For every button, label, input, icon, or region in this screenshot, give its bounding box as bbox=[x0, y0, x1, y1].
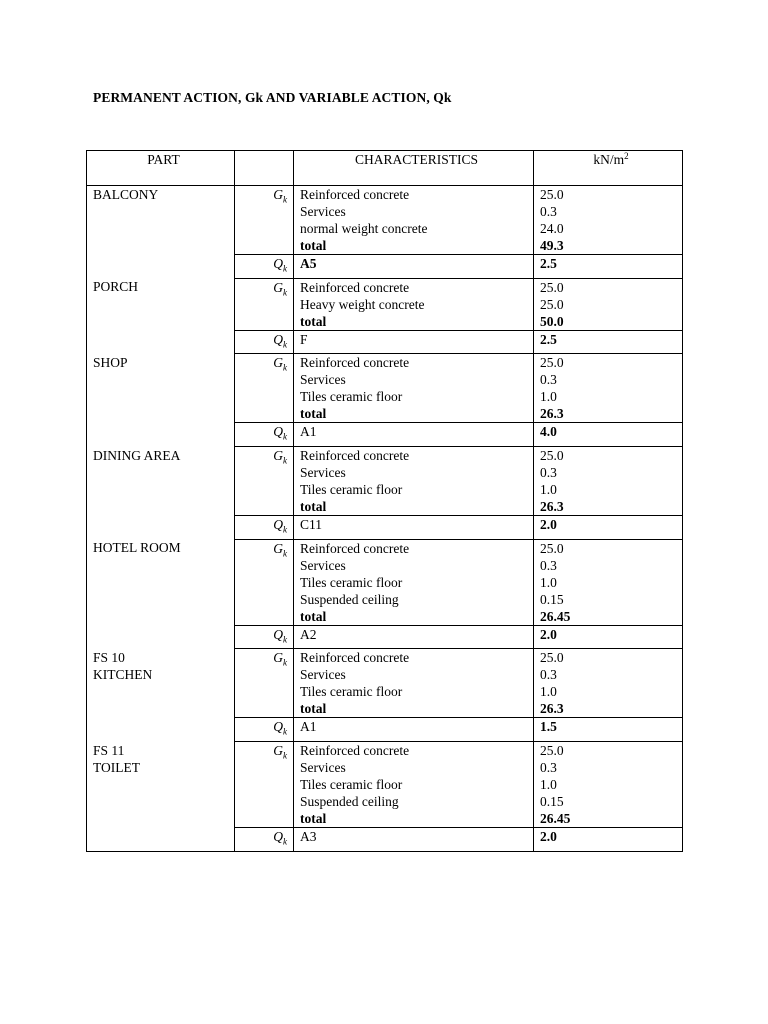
q-letter: Q bbox=[273, 424, 283, 440]
load-value: 1.0 bbox=[540, 482, 557, 498]
characteristic-item: Services bbox=[300, 204, 346, 219]
characteristic-item: total bbox=[300, 238, 327, 253]
q-category-cell: A3 bbox=[294, 828, 534, 852]
characteristic-item: Reinforced concrete bbox=[300, 355, 410, 371]
table-row-g bbox=[87, 539, 683, 625]
g-letter: G bbox=[273, 279, 283, 295]
part-name: TOILET bbox=[93, 759, 140, 775]
g-subscript: k bbox=[283, 750, 287, 761]
load-value: 0.3 bbox=[540, 760, 557, 776]
q-value-cell: 2.0 bbox=[534, 828, 683, 852]
g-items-cell bbox=[294, 539, 534, 625]
q-value-cell: 2.5 bbox=[534, 255, 683, 279]
g-symbol-cell bbox=[235, 278, 294, 330]
g-items-cell bbox=[294, 186, 534, 255]
q-symbol-cell bbox=[235, 625, 294, 649]
g-symbol bbox=[273, 448, 287, 466]
q-category-cell: A1 bbox=[294, 423, 534, 447]
table-row-g bbox=[87, 354, 683, 423]
q-value-cell: 4.0 bbox=[534, 423, 683, 447]
q-symbol bbox=[273, 626, 287, 645]
page-heading: PERMANENT ACTION, Gk AND VARIABLE ACTION, Qk bbox=[93, 90, 452, 105]
q-letter: Q bbox=[273, 256, 283, 271]
g-items-cell bbox=[294, 742, 534, 828]
g-values-cell bbox=[534, 354, 683, 423]
load-value: 0.3 bbox=[540, 372, 557, 388]
q-symbol bbox=[273, 517, 287, 535]
g-letter: G bbox=[273, 540, 283, 556]
part-cell bbox=[87, 539, 235, 649]
part-cell bbox=[87, 278, 235, 354]
g-values-cell bbox=[534, 278, 683, 330]
part-cell bbox=[87, 186, 235, 279]
load-value: 25.0 bbox=[540, 187, 564, 202]
part-cell bbox=[87, 447, 235, 540]
characteristic-item: Tiles ceramic floor bbox=[300, 777, 403, 793]
g-symbol-cell bbox=[235, 447, 294, 516]
part-name: BALCONY bbox=[93, 187, 159, 202]
load-value: 0.15 bbox=[540, 794, 564, 810]
g-letter: G bbox=[273, 187, 283, 202]
load-value: 50.0 bbox=[540, 313, 564, 329]
q-subscript: k bbox=[283, 432, 287, 443]
q-symbol-cell bbox=[235, 330, 294, 354]
part-cell bbox=[87, 742, 235, 852]
g-subscript: k bbox=[283, 287, 287, 298]
q-subscript: k bbox=[283, 727, 287, 738]
g-items-cell bbox=[294, 447, 534, 516]
header-symbol bbox=[235, 151, 294, 186]
part-name: FS 10 bbox=[93, 649, 125, 665]
load-value: 26.3 bbox=[540, 499, 564, 515]
table-row-g bbox=[87, 278, 683, 330]
q-subscript: k bbox=[283, 524, 287, 535]
q-value-cell: 2.0 bbox=[534, 516, 683, 540]
q-value-cell: 1.5 bbox=[534, 718, 683, 742]
g-values-cell bbox=[534, 186, 683, 255]
characteristic-item: normal weight concrete bbox=[300, 221, 428, 236]
loads-table bbox=[86, 150, 683, 852]
q-category-cell: A5 bbox=[294, 255, 534, 279]
characteristic-item: total bbox=[300, 406, 327, 422]
g-subscript: k bbox=[283, 548, 287, 559]
characteristic-item: Reinforced concrete bbox=[300, 743, 410, 759]
g-symbol-cell bbox=[235, 649, 294, 718]
g-symbol-cell bbox=[235, 354, 294, 423]
g-items-cell bbox=[294, 278, 534, 330]
part-name: FS 11 bbox=[93, 742, 125, 758]
part-cell bbox=[87, 354, 235, 447]
g-subscript: k bbox=[283, 455, 287, 466]
load-value: 0.3 bbox=[540, 204, 557, 219]
load-value: 0.3 bbox=[540, 557, 557, 573]
q-symbol-cell bbox=[235, 423, 294, 447]
characteristic-item: Services bbox=[300, 372, 346, 388]
q-symbol bbox=[273, 424, 287, 443]
header-characteristics: CHARACTERISTICS bbox=[294, 151, 534, 186]
g-symbol bbox=[273, 279, 287, 298]
load-value: 1.0 bbox=[540, 574, 557, 590]
load-value: 49.3 bbox=[540, 238, 564, 253]
q-category-cell: C11 bbox=[294, 516, 534, 540]
g-items-cell bbox=[294, 649, 534, 718]
header-unit: $kN/m^2$ bbox=[534, 151, 683, 186]
part-name: KITCHEN bbox=[93, 666, 153, 682]
load-value: 1.0 bbox=[540, 777, 557, 793]
q-subscript: k bbox=[283, 836, 287, 847]
characteristic-item: total bbox=[300, 313, 327, 329]
g-values-cell bbox=[534, 742, 683, 828]
part-name: HOTEL ROOM bbox=[93, 540, 181, 556]
q-letter: Q bbox=[273, 626, 283, 642]
table-row-g bbox=[87, 186, 683, 255]
table-row-g bbox=[87, 742, 683, 828]
g-values-cell bbox=[534, 649, 683, 718]
characteristic-item: Tiles ceramic floor bbox=[300, 684, 403, 700]
g-symbol bbox=[273, 355, 287, 374]
characteristic-item: total bbox=[300, 608, 327, 624]
q-letter: Q bbox=[273, 719, 283, 735]
characteristic-item: Reinforced concrete bbox=[300, 540, 410, 556]
characteristic-item: Services bbox=[300, 760, 346, 776]
load-value: 25.0 bbox=[540, 650, 564, 666]
characteristic-item: Services bbox=[300, 557, 346, 573]
part-name: PORCH bbox=[93, 279, 139, 295]
q-category-cell: A1 bbox=[294, 718, 534, 742]
characteristic-item: Services bbox=[300, 465, 346, 481]
table-row-g bbox=[87, 447, 683, 516]
g-values-cell bbox=[534, 447, 683, 516]
part-cell bbox=[87, 649, 235, 742]
q-symbol bbox=[273, 829, 287, 847]
characteristic-item: total bbox=[300, 811, 327, 827]
q-symbol bbox=[273, 331, 287, 350]
table-header-row bbox=[87, 151, 683, 186]
g-symbol bbox=[273, 540, 287, 559]
characteristic-item: Tiles ceramic floor bbox=[300, 389, 403, 405]
g-letter: G bbox=[273, 448, 283, 464]
load-value: 25.0 bbox=[540, 296, 564, 312]
g-symbol bbox=[273, 650, 287, 669]
g-values-cell bbox=[534, 539, 683, 625]
load-value: 26.3 bbox=[540, 406, 564, 422]
q-letter: Q bbox=[273, 517, 283, 533]
load-value: 26.3 bbox=[540, 701, 564, 717]
part-name: SHOP bbox=[93, 354, 128, 370]
load-value: 26.45 bbox=[540, 608, 571, 624]
q-category-cell: A2 bbox=[294, 625, 534, 649]
q-subscript: k bbox=[283, 263, 287, 274]
g-symbol-cell bbox=[235, 742, 294, 828]
characteristic-item: Suspended ceiling bbox=[300, 794, 399, 810]
q-symbol bbox=[273, 719, 287, 738]
q-symbol-cell bbox=[235, 828, 294, 852]
load-value: 25.0 bbox=[540, 355, 564, 371]
g-items-cell bbox=[294, 354, 534, 423]
q-value-cell: 2.5 bbox=[534, 330, 683, 354]
characteristic-item: Reinforced concrete bbox=[300, 279, 410, 295]
load-value: 0.3 bbox=[540, 667, 557, 683]
header-part: PART bbox=[87, 151, 235, 186]
characteristic-item: Services bbox=[300, 667, 346, 683]
load-value: 0.15 bbox=[540, 591, 564, 607]
g-subscript: k bbox=[283, 658, 287, 669]
characteristic-item: Tiles ceramic floor bbox=[300, 482, 403, 498]
characteristic-item: Reinforced concrete bbox=[300, 448, 410, 464]
q-symbol bbox=[273, 256, 287, 274]
characteristic-item: Heavy weight concrete bbox=[300, 296, 425, 312]
q-subscript: k bbox=[283, 339, 287, 350]
g-letter: G bbox=[273, 743, 283, 759]
q-symbol-cell bbox=[235, 718, 294, 742]
q-value-cell: 2.0 bbox=[534, 625, 683, 649]
characteristic-item: total bbox=[300, 499, 327, 515]
characteristic-item: Reinforced concrete bbox=[300, 650, 410, 666]
load-value: 0.3 bbox=[540, 465, 557, 481]
load-value: 1.0 bbox=[540, 389, 557, 405]
table-row-g bbox=[87, 649, 683, 718]
q-category-cell: F bbox=[294, 330, 534, 354]
g-letter: G bbox=[273, 355, 283, 371]
characteristic-item: Suspended ceiling bbox=[300, 591, 399, 607]
g-symbol bbox=[273, 743, 287, 761]
g-subscript: k bbox=[283, 363, 287, 374]
load-value: 1.0 bbox=[540, 684, 557, 700]
q-subscript: k bbox=[283, 634, 287, 645]
g-symbol-cell bbox=[235, 186, 294, 255]
q-symbol-cell bbox=[235, 255, 294, 279]
g-symbol bbox=[273, 187, 287, 205]
characteristic-item: total bbox=[300, 701, 327, 717]
load-value: 25.0 bbox=[540, 743, 564, 759]
q-symbol-cell bbox=[235, 516, 294, 540]
g-symbol-cell bbox=[235, 539, 294, 625]
load-value: 26.45 bbox=[540, 811, 571, 827]
load-value: 24.0 bbox=[540, 221, 564, 236]
part-name: DINING AREA bbox=[93, 447, 181, 463]
q-letter: Q bbox=[273, 331, 283, 347]
g-subscript: k bbox=[283, 194, 287, 205]
load-value: 25.0 bbox=[540, 448, 564, 464]
q-letter: Q bbox=[273, 829, 283, 845]
load-value: 25.0 bbox=[540, 540, 564, 556]
load-value: 25.0 bbox=[540, 279, 564, 295]
characteristic-item: Tiles ceramic floor bbox=[300, 574, 403, 590]
characteristic-item: Reinforced concrete bbox=[300, 187, 410, 202]
g-letter: G bbox=[273, 650, 283, 666]
loads-table-body bbox=[87, 151, 683, 852]
